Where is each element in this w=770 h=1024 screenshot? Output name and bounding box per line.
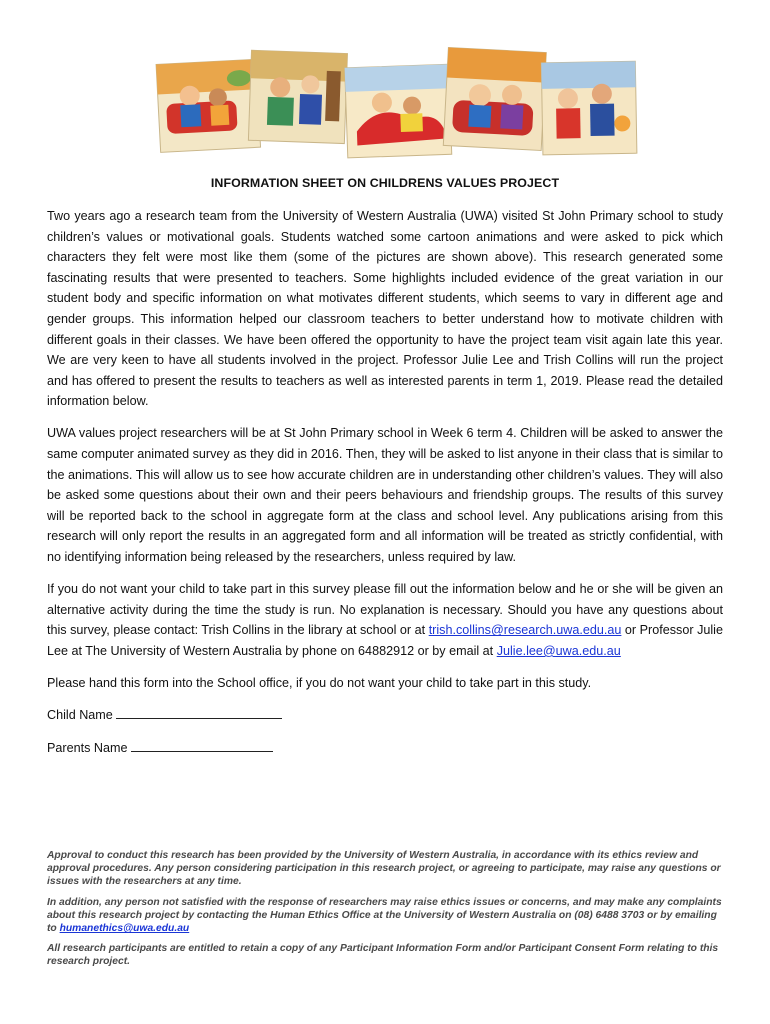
- parents-name-blank-line[interactable]: [131, 739, 273, 752]
- julie-lee-email-link[interactable]: Julie.lee@uwa.edu.au: [496, 643, 621, 658]
- opt-out-text-2: or Professor Julie Lee at The University of Western Australia by phone on 64882912 or by email at: [47, 623, 723, 658]
- opt-out-paragraph: [47, 579, 723, 661]
- cartoon-banner-image: [150, 40, 638, 168]
- human-ethics-email-link[interactable]: humanethics@uwa.edu.au: [59, 923, 190, 935]
- trish-collins-email-link[interactable]: trish.collins@research.uwa.edu.au: [428, 623, 622, 638]
- parents-name-label: Parents Name: [47, 740, 128, 755]
- intro-paragraph: Two years ago a research team from the University of Western Australia (UWA) visited St John Primary school to study children’s values or motivational goals. Students watched some cartoon animations and were asked to pick which characters they felt were most like them (some of the pictures are shown above). This research generated some fascinating results that were presented to teachers. Some highlights included evidence of the great variation in our student body and specific information on what motivates different students, which seems to vary in different age and gender groups. This information helped our classroom teachers to better understand how to motivate children with different goals in their classes. We have been offered the opportunity to have the project team visit again late this year. We are very keen to have all students involved in the project. Professor Julie Lee and Trish Collins will run the project and has offered to present the results to teachers as well as interested parents in term 1, 2019. Please read the detailed information below.: [47, 209, 723, 409]
- hand-in-instruction: Please hand this form into the School office, if you do not want your child to take part in this study.: [47, 675, 592, 690]
- study-details-paragraph: UWA values project researchers will be at St John Primary school in Week 6 term 4. Children will be asked to answer the same computer animated survey as they did in 2016. Then, they will be asked to list anyone in their class that is similar to the animations. This will allow us to see how accurate children are in understanding other children’s values. They will also be asked some questions about their own and their peers behaviours and friendship groups. The results of this survey will be reported back to the school in aggregate form at the class and school level. Any publications arising from this research will only report the results in an aggregated form and all information will be treated as strictly confidential, with no identifying information being released by the researchers, unless required by law.: [47, 426, 723, 564]
- parents-name-field: [47, 738, 723, 759]
- opt-out-text-1: If you do not want your child to take part in this survey please fill out the information below and he or she will be given an alternative activity during the time the study is run. No explanation is necessary. Should you have any questions about this survey, please contact: Trish Collins in the library at school or at: [47, 582, 723, 638]
- participant-copy-text: All research participants are entitled to retain a copy of any Participant Information Form and/or Participant Consent Form relating to this research project.: [47, 943, 719, 968]
- page-title: INFORMATION SHEET ON CHILDRENS VALUES PROJECT: [210, 176, 560, 190]
- ethics-approval-text: Approval to conduct this research has been provided by the University of Western Australia, in accordance with its ethics review and approval procedures. Any person considering participation in this research project, or agreeing to participate, may raise any questions or issues with the researchers at any time.: [47, 850, 721, 888]
- ethics-complaints-body: In addition, any person not satisfied with the response of researchers may raise ethics issues or concerns, and may make any complaints about this research project by contacting the Human Ethics Office at the University of Western Australia on (08) 6488 3703 or by emailing to: [47, 896, 722, 935]
- child-name-blank-line[interactable]: [116, 706, 282, 719]
- ethics-complaints-text: [47, 896, 723, 936]
- child-name-field: [47, 705, 723, 726]
- document-body: [47, 206, 723, 770]
- child-name-label: Child Name: [47, 708, 113, 723]
- ethics-footer: [47, 849, 723, 976]
